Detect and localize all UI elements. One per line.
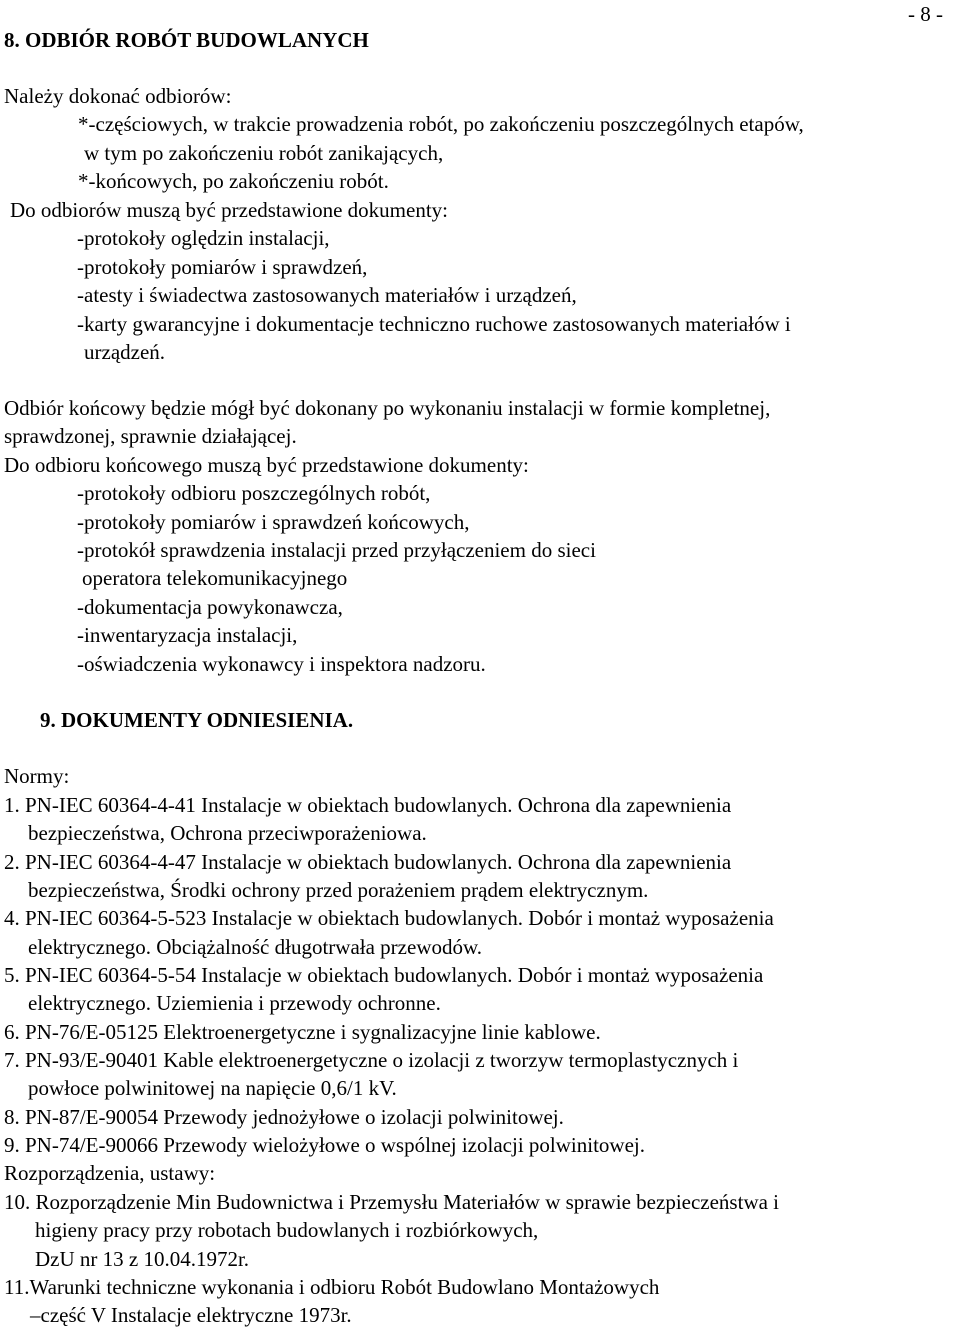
regulation-item: 10. Rozporządzenie Min Budownictwa i Przemysłu Materiałów w sprawie bezpieczeństwa i: [4, 1190, 780, 1214]
final-acceptance-paragraph: Odbiór końcowy będzie mógł być dokonany po wykonaniu instalacji w formie kompletnej,: [4, 396, 771, 420]
final-document-item: -protokoły pomiarów i sprawdzeń końcowych,: [77, 510, 470, 534]
final-document-item: -dokumentacja powykonawcza,: [77, 595, 343, 619]
regulation-item: 11.Warunki techniczne wykonania i odbioru Robót Budowlano Montażowych: [4, 1275, 660, 1299]
final-acceptance-paragraph-cont: sprawdzonej, sprawnie działającej.: [4, 424, 297, 448]
norm-item: 5. PN-IEC 60364-5-54 Instalacje w obiektach budowlanych. Dobór i montaż wyposażenia: [4, 963, 764, 987]
norm-item-cont: elektrycznego. Obciążalność długotrwała przewodów.: [28, 935, 483, 959]
norm-item: 8. PN-87/E-90054 Przewody jednożyłowe o izolacji polwinitowej.: [4, 1105, 564, 1129]
regulations-label: Rozporządzenia, ustawy:: [4, 1161, 216, 1185]
final-document-item-cont: operatora telekomunikacyjnego: [82, 566, 348, 590]
regulation-item-cont: DzU nr 13 z 10.04.1972r.: [35, 1247, 250, 1271]
norm-item-cont: elektrycznego. Uziemienia i przewody ochronne.: [28, 991, 441, 1015]
final-document-item: -protokoły odbioru poszczególnych robót,: [77, 481, 431, 505]
final-document-item: -protokół sprawdzenia instalacji przed przyłączeniem do sieci: [77, 538, 596, 562]
norm-item: 2. PN-IEC 60364-4-47 Instalacje w obiektach budowlanych. Ochrona dla zapewnienia: [4, 850, 732, 874]
final-document-item: -inwentaryzacja instalacji,: [77, 623, 298, 647]
norm-item: 7. PN-93/E-90401 Kable elektroenergetyczne o izolacji z tworzyw termoplastycznych i: [4, 1048, 739, 1072]
norm-item-cont: powłoce polwinitowej na napięcie 0,6/1 kV.: [28, 1076, 397, 1100]
document-item: -atesty i świadectwa zastosowanych materiałów i urządzeń,: [77, 283, 577, 307]
norms-label: Normy:: [4, 764, 70, 788]
norm-item: 4. PN-IEC 60364-5-523 Instalacje w obiektach budowlanych. Dobór i montaż wyposażenia: [4, 906, 774, 930]
final-document-item: -oświadczenia wykonawcy i inspektora nadzoru.: [77, 652, 486, 676]
norm-item: 1. PN-IEC 60364-4-41 Instalacje w obiektach budowlanych. Ochrona dla zapewnienia: [4, 793, 732, 817]
section-9-heading: 9. DOKUMENTY ODNIESIENIA.: [40, 708, 354, 732]
regulation-item-cont: –część V Instalacje elektryczne 1973r.: [30, 1303, 352, 1327]
document-item: -protokoły oględzin instalacji,: [77, 226, 330, 250]
document-item-cont: urządzeń.: [84, 340, 166, 364]
acceptance-type-final: *-końcowych, po zakończeniu robót.: [78, 169, 389, 193]
section-8-intro: Należy dokonać odbiorów:: [4, 84, 232, 108]
norm-item-cont: bezpieczeństwa, Środki ochrony przed porażeniem prądem elektrycznym.: [28, 878, 649, 902]
section-8-heading: 8. ODBIÓR ROBÓT BUDOWLANYCH: [4, 28, 369, 52]
document-item: -karty gwarancyjne i dokumentacje techniczno ruchowe zastosowanych materiałów i: [77, 312, 791, 336]
norm-item: 9. PN-74/E-90066 Przewody wielożyłowe o wspólnej izolacji polwinitowej.: [4, 1133, 645, 1157]
final-documents-intro: Do odbioru końcowego muszą być przedstawione dokumenty:: [4, 453, 529, 477]
norm-item: 6. PN-76/E-05125 Elektroenergetyczne i sygnalizacyjne linie kablowe.: [4, 1020, 601, 1044]
document-item: -protokoły pomiarów i sprawdzeń,: [77, 255, 368, 279]
acceptance-type-partial-cont: w tym po zakończeniu robót zanikających,: [84, 141, 444, 165]
regulation-item-cont: higieny pracy przy robotach budowlanych i rozbiórkowych,: [35, 1218, 539, 1242]
documents-intro: Do odbiorów muszą być przedstawione dokumenty:: [10, 198, 448, 222]
norm-item-cont: bezpieczeństwa, Ochrona przeciwporażeniowa.: [28, 821, 427, 845]
page-number: - 8 -: [908, 2, 943, 26]
acceptance-type-partial: *-częściowych, w trakcie prowadzenia robót, po zakończeniu poszczególnych etapów,: [78, 112, 804, 136]
